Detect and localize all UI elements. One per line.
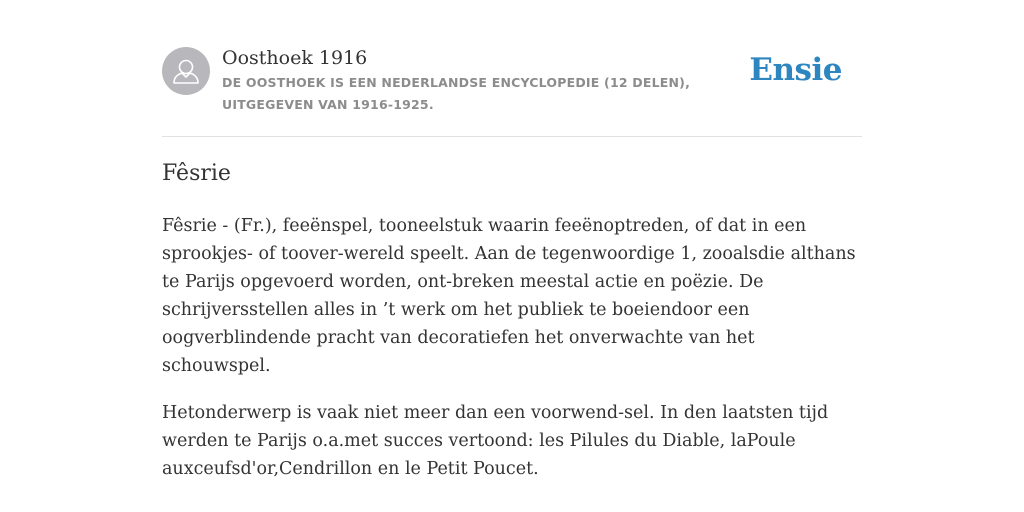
user-silhouette-icon (162, 47, 210, 95)
article-body (162, 212, 864, 502)
source-avatar[interactable] (162, 47, 210, 95)
source-title[interactable]: Oosthoek 1916 (222, 47, 368, 69)
article-paragraph: Fêsrie - (Fr.), feeënspel, tooneelstuk waarin feeënoptreden, of dat in een sprookjes- of toover-wereld speelt. Aan de tegenwoordige 1, zooalsdie althans te Parijs opgevoerd worden, ont-breken meestal actie en poëzie. De schrijversstellen alles in ’t werk om het publiek te boeiendoor een oogverblindende pracht van decoratiefen het onverwachte van het schouwspel. (162, 216, 856, 376)
article-paragraph: Hetonderwerp is vaak niet meer dan een voorwend-sel. In den laatsten tijd werden te Parijs o.a.met succes vertoond: les Pilules du Diable, laPoule auxceufsd'or,Cendrillon en le Petit Poucet. (162, 403, 829, 479)
brand-logo[interactable]: Ensie (749, 52, 842, 88)
article-title: Fêsrie (162, 161, 231, 186)
source-description: DE OOSTHOEK IS EEN NEDERLANDSE ENCYCLOPEDIE (12 DELEN), UITGEGEVEN VAN 1916-1925. (222, 75, 691, 112)
source-header (162, 44, 862, 137)
